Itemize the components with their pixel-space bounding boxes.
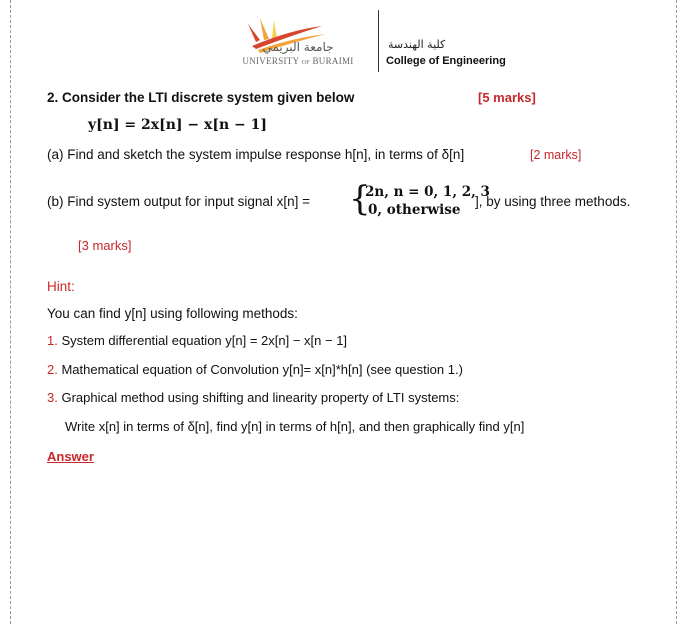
hint-item-number: 2. [47,362,58,377]
college-name-arabic: كلية الهندسة [388,38,446,51]
page-border-left [10,0,11,624]
hint-item-3 [47,390,459,405]
hint-item-text: Graphical method using shifting and linearity property of LTI systems: [61,390,460,405]
piecewise-brace: { [349,179,371,219]
piecewise-case-2: 0, otherwise [368,202,461,218]
hint-item-3-continuation: Write x[n] in terms of δ[n], find y[n] in terms of h[n], and then graphically find y[n] [65,419,525,434]
part-b-text: (b) Find system output for input signal x[n] = [47,194,310,209]
hint-item-text: System differential equation y[n] = 2x[n] − x[n − 1] [61,333,348,348]
logo-flame-yellow [272,20,277,39]
hint-item-number: 3. [47,390,58,405]
hint-item-2 [47,362,463,377]
question-title: 2. Consider the LTI discrete system given below [47,90,355,105]
answer-link[interactable]: Answer [47,449,94,464]
university-name-arabic: جامعة البريمي [262,40,334,54]
college-name-english: College of Engineering [386,55,506,67]
university-name-of: OF [301,60,310,66]
part-b-marks: [3 marks] [78,238,132,253]
logo-flame-orange [260,18,269,40]
question-marks: [5 marks] [478,90,536,105]
part-a-marks: [2 marks] [530,148,582,162]
system-equation: y[n] = 2x[n] − x[n − 1] [88,117,268,133]
hint-label: Hint: [47,279,75,294]
header-divider [378,10,379,72]
hint-intro: You can find y[n] using following methods: [47,306,298,321]
part-b-methods: ], by using three methods. [475,194,631,209]
university-name-english [232,56,364,66]
hint-item-number: 1. [47,333,58,348]
hint-item-text: Mathematical equation of Convolution y[n]= x[n]*h[n] (see question 1.) [61,362,463,377]
university-name-part2: BURAIMI [312,56,354,66]
page-border-right [676,0,677,624]
university-name-part1: UNIVERSITY [242,56,300,66]
part-a-text: (a) Find and sketch the system impulse response h[n], in terms of δ[n] [47,147,465,162]
piecewise-case-1: 2n, n = 0, 1, 2, 3 [365,184,490,200]
hint-item-1 [47,333,347,348]
